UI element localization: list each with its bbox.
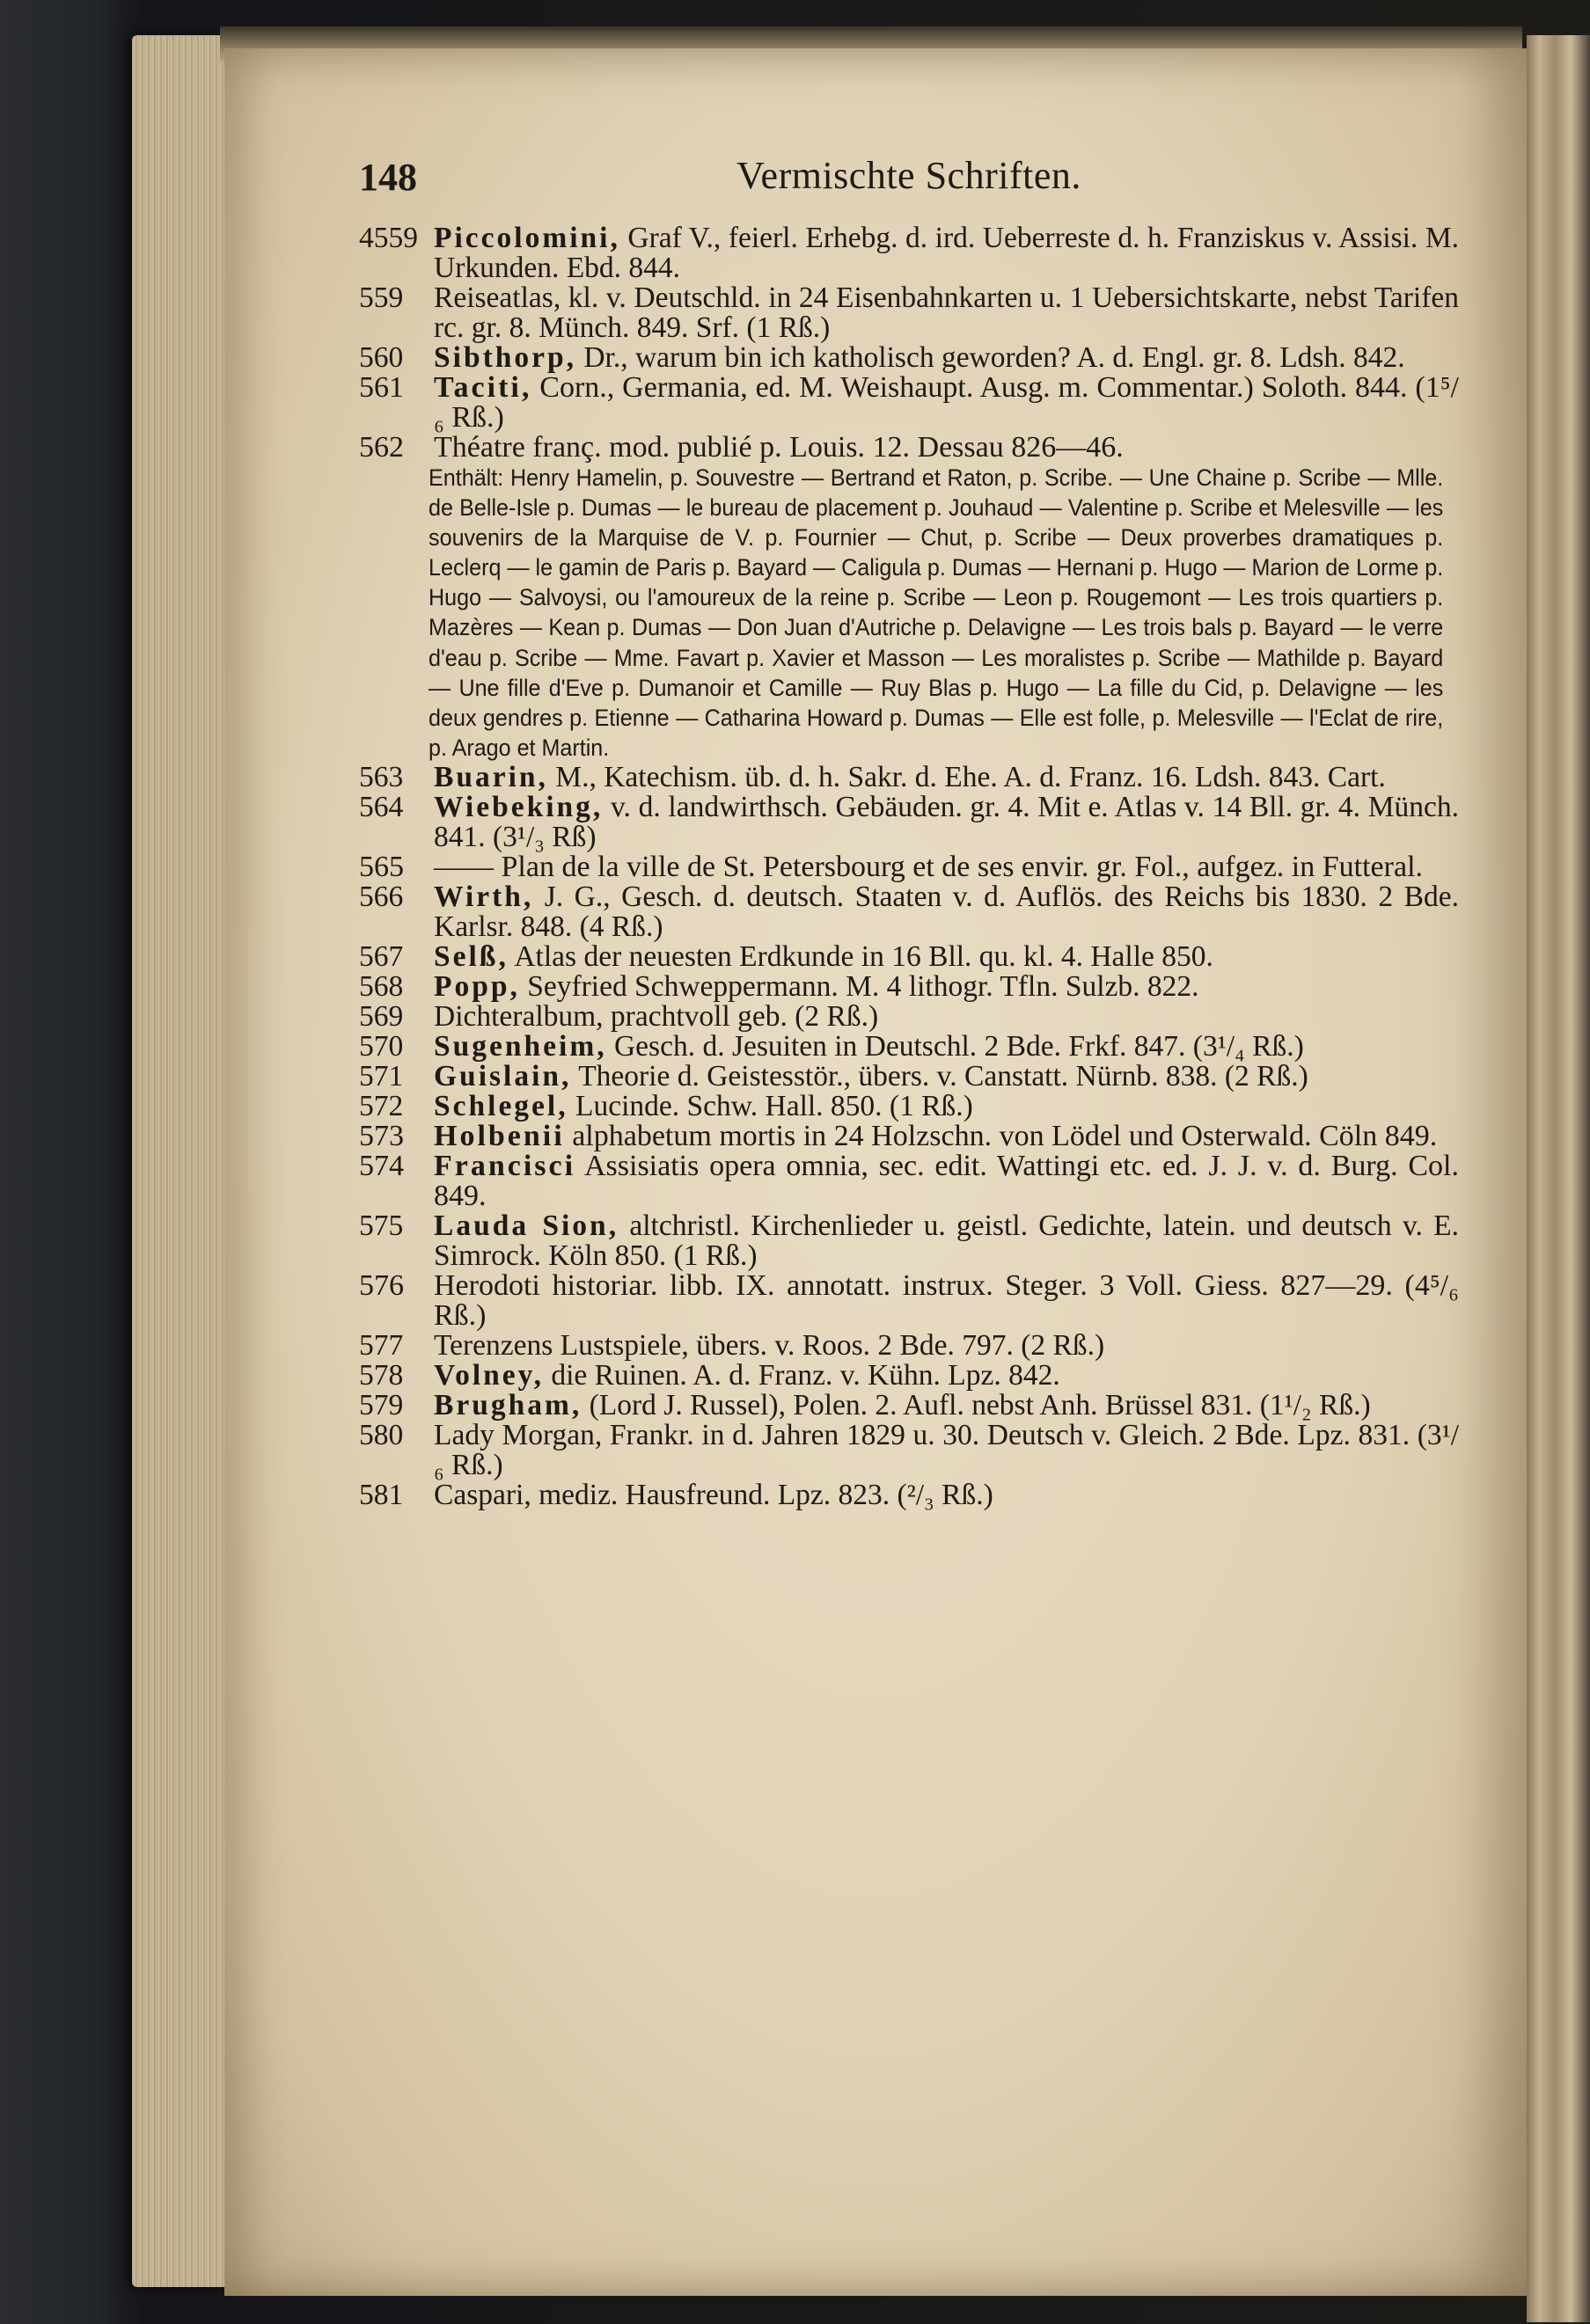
entry-text: Graf V., feierl. Erhebg. d. ird. Ueberreste d. h. Franziskus v. Assisi. M. Urkunden. Ebd. 844.	[434, 222, 1459, 284]
entry-author: Volney,	[434, 1358, 544, 1392]
entry-author: Sugenheim,	[434, 1029, 607, 1063]
entry-author: Lauda Sion,	[434, 1209, 619, 1242]
catalog-entry	[359, 1480, 1459, 1510]
entry-author: Francisci	[434, 1149, 576, 1182]
catalog-entry	[359, 790, 1460, 853]
catalog-entry	[359, 1268, 1459, 1332]
entry-author: Piccolomini,	[434, 222, 620, 254]
entry-number: 559	[359, 281, 404, 314]
entry-number: 575	[359, 1209, 404, 1242]
catalog-entry	[359, 999, 1459, 1033]
catalog-entry	[359, 1029, 1459, 1063]
page-text	[359, 141, 1459, 1510]
entry-author: Selß,	[434, 939, 509, 973]
catalog-entry	[359, 1059, 1459, 1093]
catalog-entry	[359, 1358, 1459, 1392]
entry-text: —— Plan de la ville de St. Petersbourg et de ses envir. gr. Fol., aufgez. in Futteral.	[434, 850, 1424, 883]
entry-text: Théatre franç. mod. publié p. Louis. 12. Dessau 826—46.	[434, 431, 1124, 464]
catalog-entry	[359, 283, 1459, 343]
entry-author: Popp,	[434, 969, 520, 1003]
catalog-entry	[359, 1089, 1459, 1122]
catalog-entry	[359, 223, 1459, 283]
catalog-entry	[359, 1151, 1459, 1211]
entry-author: Sibthorp,	[434, 341, 576, 374]
catalog-entries	[359, 223, 1459, 1510]
entry-number: 578	[359, 1358, 404, 1392]
entry-number: 571	[359, 1059, 404, 1093]
entry-text: Gesch. d. Jesuiten in Deutschl. 2 Bde. Frkf. 847. (3¹/₄ Rß.)	[613, 1029, 1304, 1063]
entry-text: M., Katechism. üb. d. h. Sakr. d. Ehe. A. d. Franz. 16. Ldsh. 843. Cart.	[555, 760, 1386, 793]
entry-text: Theorie d. Geistesstör., übers. v. Canstatt. Nürnb. 838. (2 Rß.)	[578, 1059, 1308, 1093]
entry-author: Wiebeking,	[434, 790, 604, 823]
catalog-entry	[359, 433, 1459, 463]
entry-author: Holbenii	[434, 1119, 565, 1152]
entry-text: Seyfried Schweppermann. M. 4 lithogr. Tfln. Sulzb. 822.	[527, 969, 1199, 1003]
entry-text: Reiseatlas, kl. v. Deutschld. in 24 Eisenbahnkarten u. 1 Uebersichtskarte, nebst Tarifen rc. gr. 8. Münch. 849. Srf. (1 Rß.)	[434, 281, 1459, 344]
entry-number: 567	[359, 939, 404, 973]
entry-text: Lady Morgan, Frankr. in d. Jahren 1829 u. 30. Deutsch v. Gleich. 2 Bde. Lpz. 831. (3¹/₆ Rß.)	[434, 1418, 1459, 1481]
page-header	[359, 141, 1459, 220]
catalog-entry	[359, 760, 1459, 793]
entry-number: 573	[359, 1119, 404, 1152]
entry-text: alphabetum mortis in 24 Holzschn. von Lödel und Osterwald. Cöln 849.	[572, 1119, 1438, 1152]
entry-text: J. G., Gesch. d. deutsch. Staaten v. d. Auflös. des Reichs bis 1830. 2 Bde. Karlsr. 848. (4 Rß.)	[434, 880, 1459, 943]
left-page-edges	[132, 35, 229, 2287]
entry-text: Herodoti historiar. libb. IX. annotatt. instrux. Steger. 3 Voll. Giess. 827—29. (4⁵/₆ Rß.)	[434, 1268, 1459, 1332]
catalog-entry	[359, 343, 1459, 373]
entry-text: Corn., Germania, ed. M. Weishaupt. Ausg. m. Commentar.) Soloth. 844. (1⁵/₆ Rß.)	[434, 371, 1459, 434]
entry-author: Guislain,	[434, 1059, 572, 1093]
entry-author: Wirth,	[434, 880, 534, 913]
entry-text: Caspari, mediz. Hausfreund. Lpz. 823. (²/₃ Rß.)	[434, 1478, 993, 1511]
catalog-entry	[359, 852, 1459, 882]
entry-author: Taciti,	[434, 371, 532, 404]
catalog-entry	[359, 1119, 1459, 1152]
entry-number: 4559	[359, 222, 418, 254]
entry-text: altchristl. Kirchenlieder u. geistl. Gedichte, latein. und deutsch v. E. Simrock. Köln 850. (1 Rß.)	[434, 1209, 1459, 1272]
entry-number: 576	[359, 1268, 404, 1302]
entry-number: 568	[359, 969, 404, 1003]
catalog-entry	[359, 1388, 1459, 1421]
entry-number: 562	[359, 431, 404, 464]
entry-text: die Ruinen. A. d. Franz. v. Kühn. Lpz. 842.	[551, 1358, 1060, 1392]
entry-number: 570	[359, 1029, 404, 1063]
entry-text: Terenzens Lustspiele, übers. v. Roos. 2 Bde. 797. (2 Rß.)	[434, 1328, 1105, 1362]
entry-text: Dr., warum bin ich katholisch geworden? A. d. Engl. gr. 8. Ldsh. 842.	[583, 341, 1405, 374]
entry-text: Atlas der neuesten Erdkunde in 16 Bll. qu. kl. 4. Halle 850.	[514, 939, 1213, 973]
entry-text: Dichteralbum, prachtvoll geb. (2 Rß.)	[434, 999, 879, 1033]
entry-text: Assisiatis opera omnia, sec. edit. Wattingi etc. ed. J. J. v. d. Burg. Col. 849.	[434, 1149, 1459, 1212]
entry-text: (Lord J. Russel), Polen. 2. Aufl. nebst Anh. Brüssel 831. (1¹/₂ Rß.)	[589, 1388, 1371, 1421]
entry-number: 561	[359, 371, 404, 404]
entry-number: 565	[359, 850, 404, 883]
catalog-entry	[359, 1418, 1459, 1481]
entry-author: Buarin,	[434, 760, 548, 793]
entry-text: v. d. landwirthsch. Gebäuden. gr. 4. Mit e. Atlas v. 14 Bll. gr. 4. Münch. 841. (3¹/₃ Rß)	[434, 790, 1460, 853]
entry-number: 574	[359, 1149, 404, 1182]
catalog-entry	[359, 882, 1459, 942]
entry-number: 569	[359, 999, 404, 1033]
entry-number: 579	[359, 1388, 404, 1421]
catalog-entry	[359, 1328, 1459, 1362]
contents-note: Enthält: Henry Hamelin, p. Souvestre — Bertrand et Raton, p. Scribe. — Une Chaine p. Scribe — Mlle. de Belle-Isle p. Dumas — le bureau de placement p. Jouhaud — Valentine p. Scribe et Melesville — les souvenirs de la Marquise de V. p. Fournier — Chut, p. Scribe — Deux proverbes dramatiques p. Leclerq — le gamin de Paris p. Bayard — Caligula p. Dumas — Hernani p. Hugo — Marion de Lorme p. Hugo — Salvoysi, ou l'amoureux de la reine p. Scribe — Leon p. Rougemont — Les trois quartiers p. Mazères — Kean p. Dumas — Don Juan d'Autriche p. Delavigne — Les trois bals p. Bayard — le verre d'eau p. Scribe — Mme. Favart p. Xavier et Masson — Les moralistes p. Scribe — Mathilde p. Bayard — Une fille d'Eve p. Dumanoir et Camille — Ruy Blas p. Hugo — La fille du Cid, p. Delavigne — les deux gendres p. Etienne — Catharina Howard p. Dumas — Elle est folle, p. Melesville — l'Eclat de rire, p. Arago et Martin.	[429, 464, 1444, 761]
entry-author: Schlegel,	[434, 1089, 568, 1122]
catalog-entry	[359, 1211, 1459, 1271]
catalog-entry	[359, 939, 1459, 973]
entry-number: 564	[359, 790, 404, 823]
entry-number: 580	[359, 1418, 404, 1451]
entry-number: 577	[359, 1328, 404, 1362]
entry-author: Brugham,	[434, 1388, 583, 1421]
entry-number: 563	[359, 760, 404, 793]
catalog-entry	[359, 969, 1459, 1003]
page-number: 148	[359, 156, 417, 199]
entry-number: 572	[359, 1089, 404, 1122]
entry-number: 566	[359, 880, 404, 913]
right-binding-edge	[1527, 35, 1590, 2322]
running-head: Vermischte Schriften.	[736, 154, 1081, 197]
entry-number: 581	[359, 1478, 404, 1511]
catalog-entry	[359, 373, 1459, 433]
entry-number: 560	[359, 341, 404, 374]
entry-text: Lucinde. Schw. Hall. 850. (1 Rß.)	[575, 1089, 973, 1122]
